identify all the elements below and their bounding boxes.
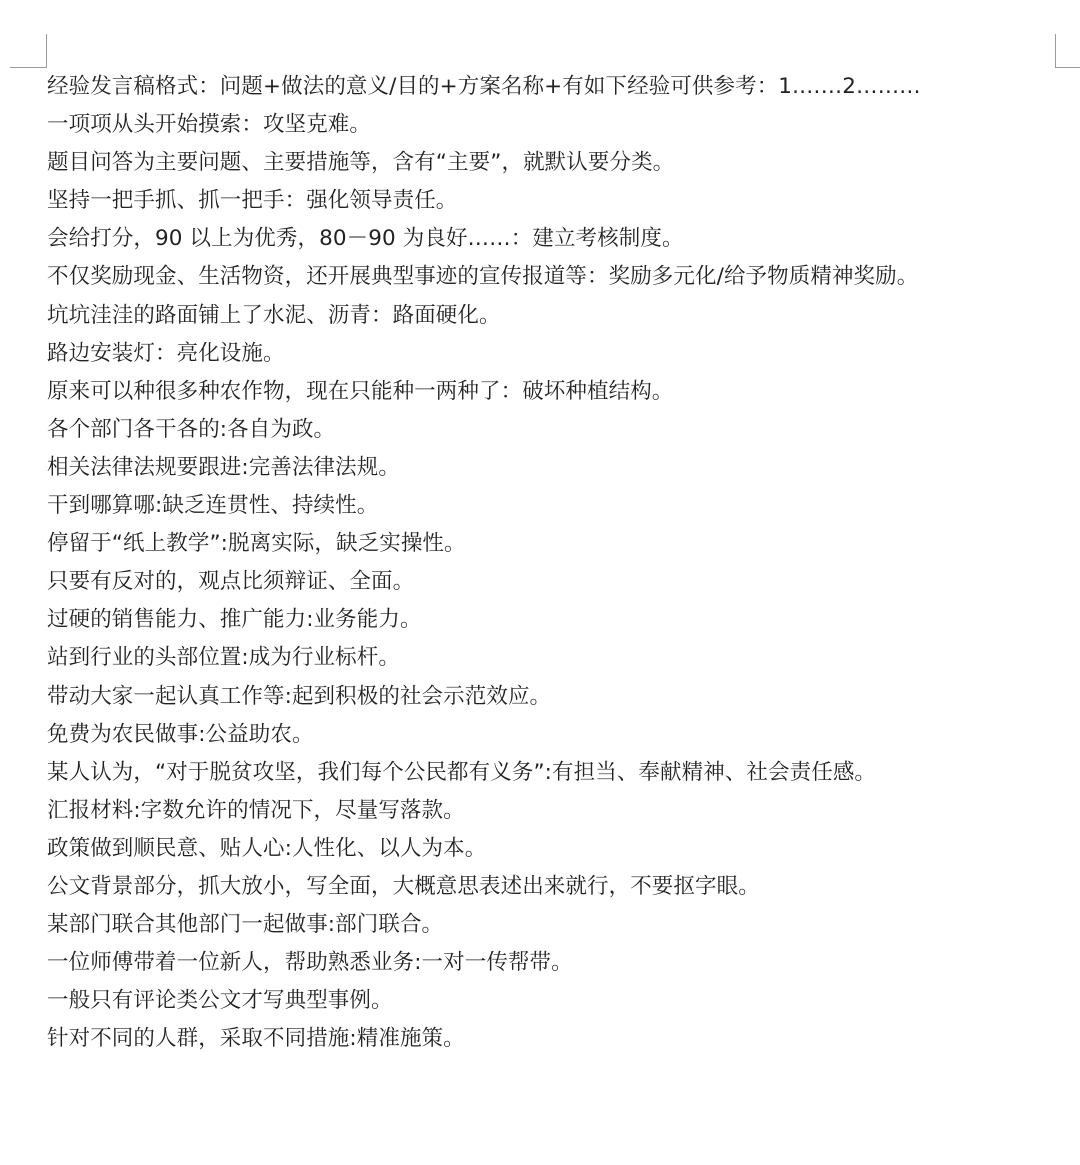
text-line: 会给打分，90 以上为优秀，80－90 为良好……：建立考核制度。 xyxy=(47,226,684,252)
margin-corner-mark-left xyxy=(10,34,47,68)
text-line: 汇报材料:字数允许的情况下，尽量写落款。 xyxy=(47,797,465,823)
text-line: 公文背景部分，抓大放小，写全面，大概意思表述出来就行，不要抠字眼。 xyxy=(47,873,760,899)
text-line: 站到行业的头部位置:成为行业标杆。 xyxy=(47,645,400,671)
text-line: 一位师傅带着一位新人，帮助熟悉业务:一对一传帮带。 xyxy=(47,950,573,976)
text-line: 某人认为，“对于脱贫攻坚，我们每个公民都有义务”:有担当、奉献精神、社会责任感。 xyxy=(47,759,877,785)
text-line: 某部门联合其他部门一起做事:部门联合。 xyxy=(47,912,444,938)
text-line: 原来可以种很多种农作物，现在只能种一两种了：破坏种植结构。 xyxy=(47,378,674,404)
text-line: 只要有反对的，观点比须辩证、全面。 xyxy=(47,569,415,595)
text-line: 干到哪算哪:缺乏连贯性、持续性。 xyxy=(47,493,379,519)
text-line: 过硬的销售能力、推广能力:业务能力。 xyxy=(47,607,422,633)
text-line: 坑坑洼洼的路面铺上了水泥、沥青：路面硬化。 xyxy=(47,302,501,328)
text-line: 免费为农民做事:公益助农。 xyxy=(47,721,314,747)
margin-corner-mark-right xyxy=(1055,34,1080,68)
text-line: 带动大家一起认真工作等:起到积极的社会示范效应。 xyxy=(47,683,552,709)
text-line: 路边安装灯：亮化设施。 xyxy=(47,340,285,366)
text-line: 一项项从头开始摸索：攻坚克难。 xyxy=(47,112,372,138)
text-line: 一般只有评论类公文才写典型事例。 xyxy=(47,988,393,1014)
document-body xyxy=(47,68,1077,1058)
text-line: 坚持一把手抓、抓一把手：强化领导责任。 xyxy=(47,188,458,214)
text-line: 各个部门各干各的:各自为政。 xyxy=(47,416,336,442)
text-line: 不仅奖励现金、生活物资，还开展典型事迹的宣传报道等：奖励多元化/给予物质精神奖励。 xyxy=(47,264,919,290)
text-line: 停留于“纸上教学”:脱离实际，缺乏实操性。 xyxy=(47,531,466,557)
text-line: 经验发言稿格式：问题+做法的意义/目的+方案名称+有如下经验可供参考：1.……2……… xyxy=(47,74,921,99)
text-line: 题目问答为主要问题、主要措施等，含有“主要”，就默认要分类。 xyxy=(47,150,675,176)
text-line: 政策做到顺民意、贴人心:人性化、以人为本。 xyxy=(47,835,487,861)
text-line: 针对不同的人群，采取不同措施:精准施策。 xyxy=(47,1026,465,1052)
text-line: 相关法律法规要跟进:完善法律法规。 xyxy=(47,454,400,480)
